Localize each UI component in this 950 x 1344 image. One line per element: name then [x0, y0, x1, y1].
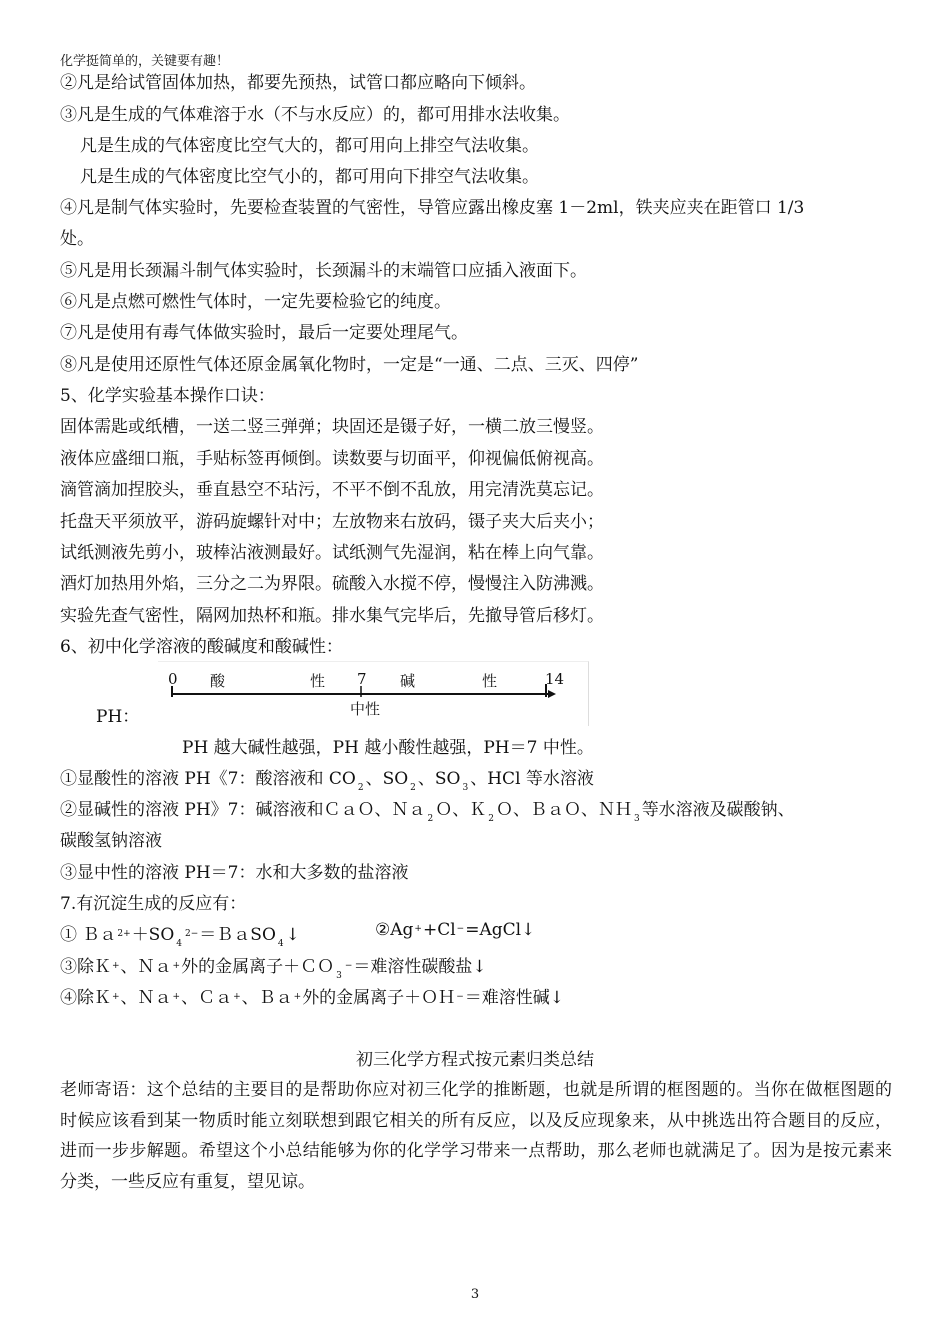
- ph-base-label-2: 性: [482, 672, 498, 690]
- ph-tick-label-14: 14: [545, 670, 565, 688]
- rule-line-5: ⑤凡是用长颈漏斗制气体实验时，长颈漏斗的末端管口应插入液面下。: [60, 261, 587, 281]
- section-6-title: 6、初中化学溶液的酸碱度和酸碱性：: [60, 637, 343, 657]
- page-header: 化学挺简单的，关键要有趣！: [60, 54, 230, 69]
- ph-neutral-label: 中性: [350, 700, 381, 718]
- ph-base-label-1: 碱: [400, 672, 416, 690]
- precip-reaction-3: ③除Ｋ+、Ｎａ+外的金属离子＋ＣＯ $_3$−＝难溶性碳酸盐↓: [60, 957, 487, 981]
- rule-line-3a: 凡是生成的气体密度比空气大的，都可用向上排空气法收集。: [80, 136, 539, 156]
- ph-tick-label-0: 0: [168, 670, 178, 688]
- section-heading: 初三化学方程式按元素归类总结: [356, 1050, 594, 1070]
- ph-acid-label-1: 酸: [210, 672, 226, 690]
- rule-line-3b: 凡是生成的气体密度比空气小的，都可用向下排空气法收集。: [80, 167, 539, 187]
- mnemonic-line-6: 酒灯加热用外焰，三分之二为界限。硫酸入水搅不停，慢慢注入防沸溅。: [60, 574, 604, 594]
- mnemonic-line-1: 固体需匙或纸槽，一送二竖三弹弹；块固还是镊子好，一横二放三慢竖。: [60, 417, 604, 437]
- page-number: 3: [470, 1287, 480, 1302]
- mnemonic-line-4: 托盘天平须放平，游码旋螺针对中；左放物来右放码，镊子夹大后夹小；: [60, 512, 604, 532]
- mnemonic-line-7: 实验先查气密性，隔网加热杯和瓶。排水集气完毕后，先撤导管后移灯。: [60, 606, 604, 626]
- ph-axis-arrow: [548, 690, 556, 698]
- rule-line-4: ④凡是制气体实验时，先要检查装置的气密性，导管应露出橡皮塞 1－2ml，铁夹应夹在距管口 1/3: [60, 198, 805, 218]
- rule-line-8: ⑧凡是使用还原性气体还原金属氧化物时，一定是“一通、二点、三灭、四停”: [60, 355, 639, 375]
- ph-label: PH：: [96, 707, 140, 727]
- precip-reaction-2: ②Ag++Cl−=AgCl↓: [375, 920, 536, 940]
- neutral-solution-line: ③显中性的溶液 PH＝7：水和大多数的盐溶液: [60, 863, 409, 883]
- ph-tick-label-7: 7: [357, 670, 367, 688]
- rule-line-7: ⑦凡是使用有毒气体做实验时，最后一定要处理尾气。: [60, 323, 468, 343]
- mnemonic-line-2: 液体应盛细口瓶，手贴标签再倾倒。读数要与切面平，仰视偏低俯视高。: [60, 449, 604, 469]
- acid-solution-line: ①显酸性的溶液 PH《7：酸溶液和 CO $_2$ 、SO $_2$ 、SO $_3$ 、HCl 等水溶液: [60, 769, 594, 793]
- base-solution-line-cont: 碳酸氢钠溶液: [60, 831, 162, 851]
- rule-line-2: ②凡是给试管固体加热，都要先预热，试管口都应略向下倾斜。: [60, 73, 536, 93]
- mnemonic-line-5: 试纸测液先剪小，玻棒沾液测最好。试纸测气先湿润，粘在棒上向气靠。: [60, 543, 604, 563]
- ph-acid-label-2: 性: [310, 672, 326, 690]
- section-5-title: 5、化学实验基本操作口诀：: [60, 386, 275, 406]
- base-solution-line: ②显碱性的溶液 PH》7：碱溶液和ＣａＯ、Ｎａ $_2$ Ｏ、Ｋ $_2$ Ｏ、ＢａＯ、ＮＨ $_3$ 等水溶液及碳酸钠、: [60, 800, 795, 824]
- rule-line-4-cont: 处。: [60, 229, 94, 249]
- mnemonic-line-3: 滴管滴加捏胶头，垂直悬空不玷污，不平不倒不乱放，用完清洗莫忘记。: [60, 480, 604, 500]
- section-7-title: 7.有沉淀生成的反应有：: [60, 894, 247, 914]
- precip-reaction-1: ① Ｂａ$^{2+}$＋SO $_4^{2-}$＝ＢａSO $_4$ ↓: [60, 925, 300, 949]
- precip-reaction-4: ④除Ｋ+、Ｎａ+、Ｃａ+、Ｂａ+外的金属离子＋ＯＨ−＝难溶性碱↓: [60, 988, 564, 1008]
- teacher-note: 老师寄语：这个总结的主要目的是帮助你应对初三化学的推断题，也就是所谓的框图题的。当你在做框图题的时候应该看到某一物质时能立刻联想到跟它相关的所有反应，以及反应现象来，从中挑选出符合题目的反应，进而一步步解题。希望这个小总结能够为你的化学学习带来一点帮助，那么老师也就满足了。因为是按元素来分类，一些反应有重复，望见谅。: [60, 1080, 892, 1192]
- rule-line-6: ⑥凡是点燃可燃性气体时，一定先要检验它的纯度。: [60, 292, 451, 312]
- rule-line-3: ③凡是生成的气体难溶于水（不与水反应）的，都可用排水法收集。: [60, 105, 570, 125]
- ph-caption: PH 越大碱性越强，PH 越小酸性越强，PH＝7 中性。: [182, 738, 594, 758]
